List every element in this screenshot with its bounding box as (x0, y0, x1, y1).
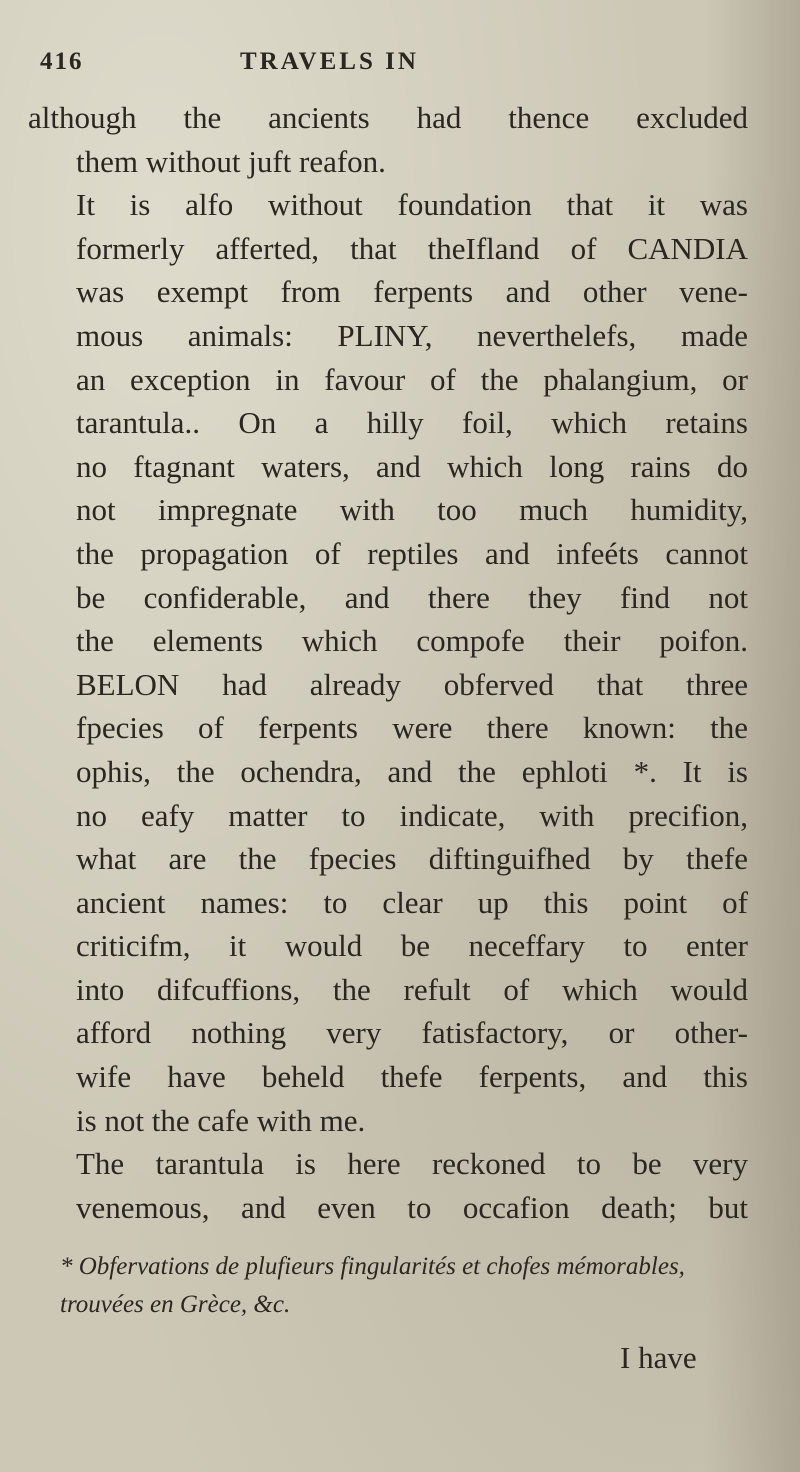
text-line: is not the cafe with me. (76, 1102, 366, 1138)
footnote-line: * Obfervations de plufieurs fingularités et chofes mémorables, (60, 1253, 685, 1280)
text-line: formerly afferted, that theIfland of CANDIA (76, 230, 748, 266)
text-line: an exception in favour of the phalangium, or (76, 361, 748, 397)
text-line: into difcuffions, the refult of which would (76, 971, 748, 1007)
text-line: no ftagnant waters, and which long rains do (76, 448, 748, 484)
running-title: TRAVELS IN (240, 48, 419, 75)
catchword: I have (620, 1340, 697, 1375)
text-line: criticifm, it would be neceffary to enter (76, 928, 748, 964)
text-line: ophis, the ochendra, and the ephloti *. It is (76, 753, 748, 789)
text-line: them without juft reafon. (76, 143, 386, 179)
text-line: what are the fpecies diftinguifhed by thefe (76, 841, 748, 877)
text-line: not impregnate with too much humidity, (76, 492, 748, 528)
running-head (40, 48, 740, 88)
text-line: no eafy matter to indicate, with precifion, (76, 797, 748, 833)
text-line: The tarantula is here reckoned to be very (76, 1146, 748, 1182)
text-line: venemous, and even to occafion death; but (76, 1189, 748, 1225)
text-line: tarantula.. On a hilly foil, which retains (76, 405, 748, 441)
text-line: was exempt from ferpents and other vene- (76, 274, 748, 310)
text-line: afford nothing very fatisfactory, or other- (76, 1015, 748, 1051)
text-line: the propagation of reptiles and infeéts cannot (76, 535, 748, 571)
text-line: the elements which compofe their poifon. (76, 623, 748, 659)
text-line: be confiderable, and there they find not (76, 579, 748, 615)
page-number: 416 (40, 48, 84, 75)
text-line: BELON had already obferved that three (76, 666, 748, 702)
text-line: wife have beheld thefe ferpents, and this (76, 1059, 748, 1095)
text-line: It is alfo without foundation that it was (76, 187, 748, 223)
footnote-line: trouvées en Grèce, &c. (60, 1291, 291, 1318)
body-text (28, 96, 748, 1229)
text-line: fpecies of ferpents were there known: the (76, 710, 748, 746)
footnote (60, 1248, 750, 1324)
text-line: although the ancients had thence excluded (28, 100, 748, 135)
text-line: mous animals: PLINY, neverthelefs, made (76, 317, 748, 353)
text-line: ancient names: to clear up this point of (76, 884, 748, 920)
